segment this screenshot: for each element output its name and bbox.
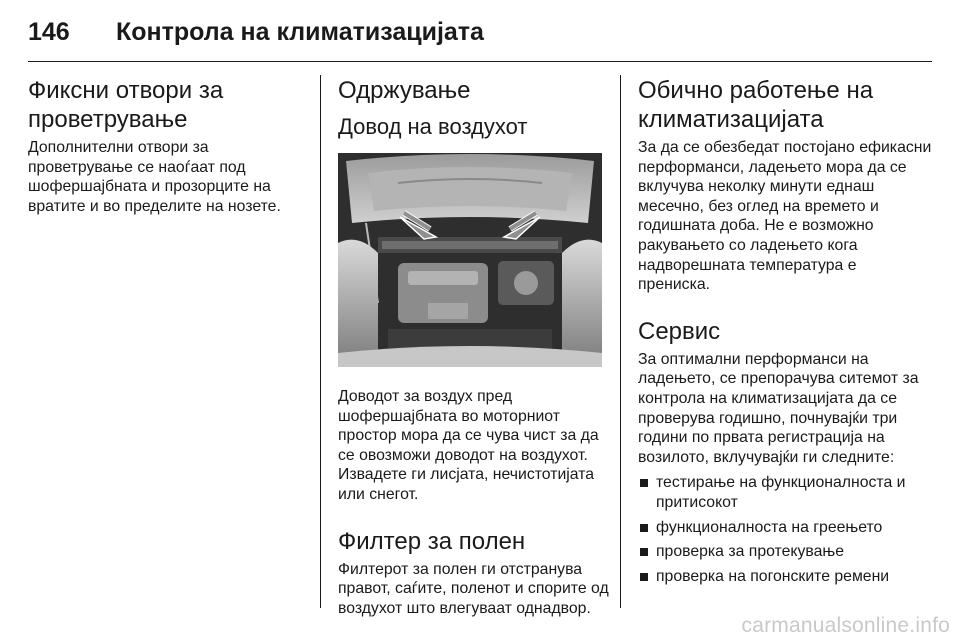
bullet-square-icon [640, 479, 648, 487]
column-middle [338, 76, 612, 618]
list-item: проверка на погонските ремени [638, 567, 932, 587]
section-heading-fixed-vents: Фиксни отвори за проветрување [28, 77, 224, 133]
bullet-square-icon [640, 548, 648, 556]
header-rule [28, 61, 932, 62]
list-item: проверка за протекување [638, 542, 932, 562]
column-divider-1 [320, 75, 321, 608]
section-heading-service: Сервис [638, 317, 721, 345]
service-checklist [638, 473, 932, 586]
running-title: Контрола на климатизацијата [116, 18, 484, 46]
watermark: carmanualsonline.info [741, 614, 950, 637]
regular-operation-text: За да се обезбедат постојано ефикасни перформанси, ладењето мора да се вклучува неколку минути еднаш месечно, без оглед на времето и годишната доба. Не е возможно ракувањето со ладењето кога надворешната температура е прениска. [638, 139, 932, 294]
column-divider-2 [620, 75, 621, 608]
bullet-square-icon [640, 524, 648, 532]
subheading-air-intake: Довод на воздухот [338, 114, 528, 139]
page-number: 146 [28, 18, 70, 46]
section-heading-pollen-filter: Филтер за полен [338, 527, 526, 555]
bullet-square-icon [640, 573, 648, 581]
service-text: За оптимални перформанси на ладењето, се препорачува ситемот за контрола на климатизацијата да се проверува годишно, почнувајќи три години по првата регистрација на возилото, вклучувајќи ги следните: [638, 350, 919, 466]
fixed-vents-text: Дополнителни отвори за проветрување се наоѓаат под шофершајбната и прозорците на вратите и во пределите на нозете. [28, 139, 281, 215]
engine-bay-photo [338, 153, 602, 367]
column-right [638, 76, 932, 591]
pollen-filter-text: Филтерот за полен ги отстранува правот, саѓите, поленот и спорите од воздухот што влегуваат однадвор. [338, 560, 609, 617]
section-heading-regular-operation: Обично работење на климатизацијата [638, 77, 874, 133]
list-item: тестирање на функционалноста и притисокот [638, 473, 932, 512]
air-intake-text: Доводот за воздух пред шофершајбната во моторниот простор мора да се чува чист за да се овозможи доводот на воздухот. Извадете ги лисјата, нечистотијата или снегот. [338, 388, 599, 503]
section-heading-maintenance: Одржување [338, 77, 471, 104]
column-left [28, 76, 310, 216]
list-item: функционалноста на греењето [638, 518, 932, 538]
